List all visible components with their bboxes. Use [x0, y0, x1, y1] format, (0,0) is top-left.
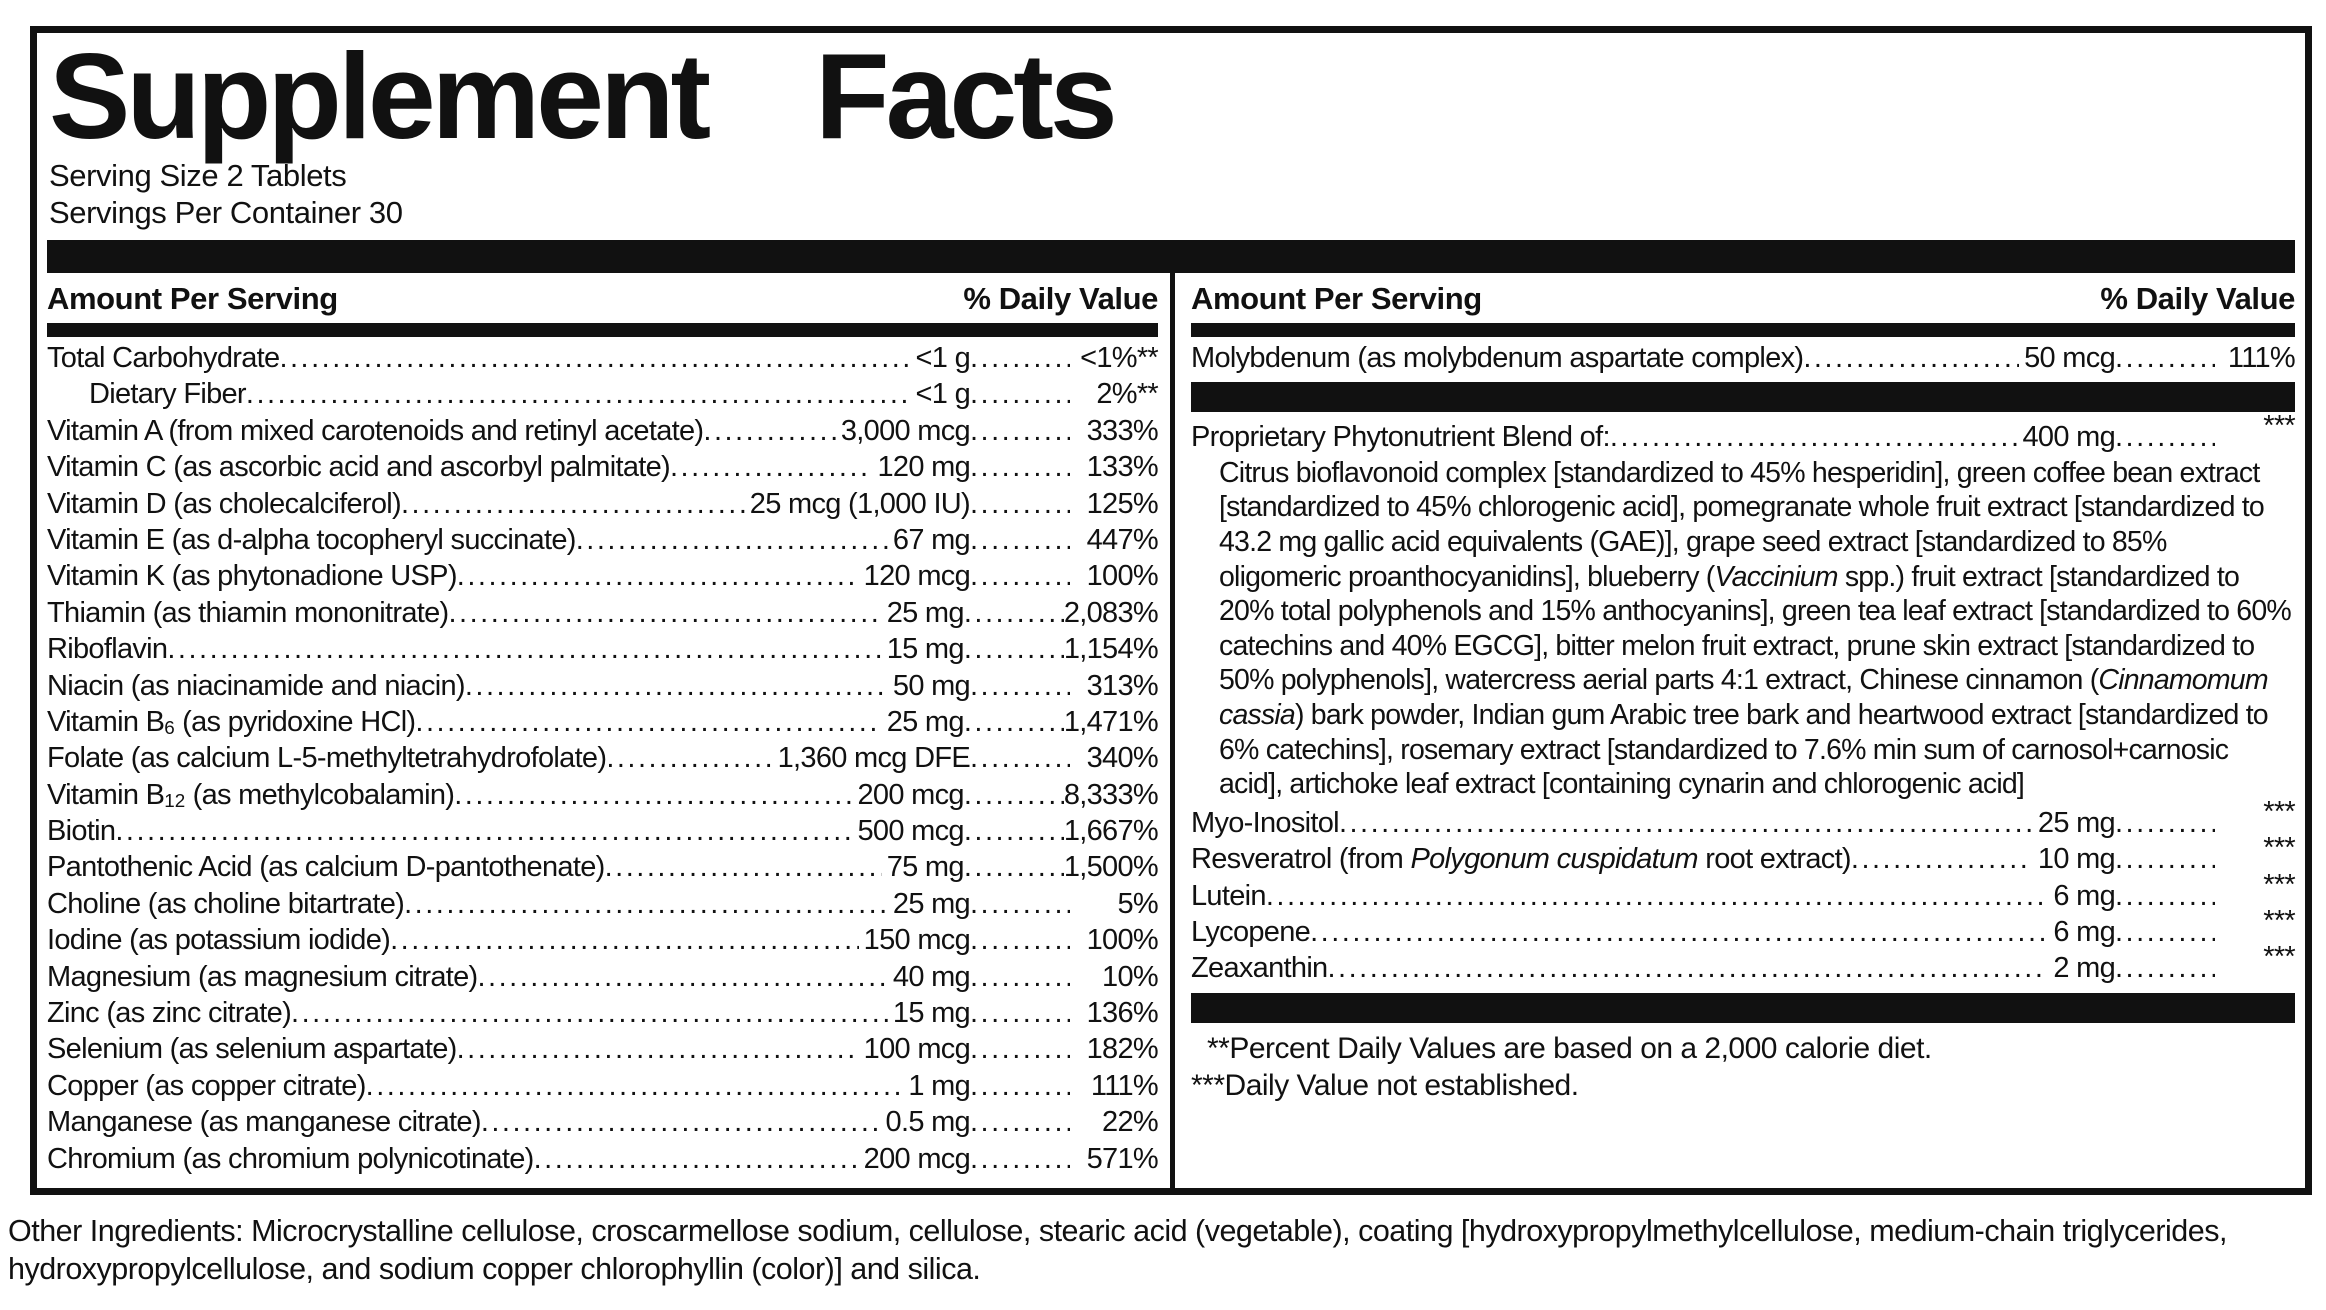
table-row: [47, 340, 1158, 376]
nutrient-name: [47, 1141, 534, 1177]
nutrient-amount: 67 mg: [892, 523, 970, 556]
nutrient-daily-value: 111%: [2227, 342, 2295, 374]
nutrient-daily-value: ***: [2263, 410, 2295, 443]
nutrient-daily-value: 182%: [1086, 1033, 1158, 1066]
nutrient-daily-value: 1,154%: [1063, 633, 1158, 666]
table-row: [47, 413, 1158, 449]
text-segment: Zeaxanthin: [1191, 952, 1328, 985]
nutrient-daily-value: 447%: [1086, 523, 1158, 556]
dot-leader: [703, 413, 835, 449]
servings-per-container: Servings Per Container 30: [49, 195, 403, 230]
text-segment: ) bark powder, Indian gum Arabic tree bark and heartwood extract [standardized to 6% catechins], rosemary extract [standardized to 7.6% min sum of carnosol+carnosic acid], artichoke leaf extract [containing cynarin and chlorogenic acid]: [1219, 698, 2268, 801]
nutrient-name: [47, 558, 457, 594]
text-segment: Vitamin D (as cholecalciferol): [47, 487, 401, 520]
dot-leader: [970, 486, 1070, 522]
nutrient-amount: 200 mcg: [857, 778, 964, 811]
text-segment: (as methylcobalamin): [185, 778, 455, 811]
dot-leader: [964, 631, 1064, 667]
table-row: [47, 449, 1158, 485]
daily-value-header: % Daily Value: [2100, 281, 2295, 316]
other-ingredients: Other Ingredients: Microcrystalline cellulose, croscarmellose sodium, cellulose, stearic acid (vegetable), coating [hydroxypropylmethylcellulose, medium-chain triglycerides, hydroxypropylcellulose, and sodium copper chlorophyllin (color)] and silica.: [8, 1214, 2227, 1286]
dot-leader: [1803, 340, 2019, 376]
dot-leader: [970, 1031, 1070, 1067]
dot-leader: [670, 449, 872, 485]
nutrient-daily-value: 111%: [1090, 1069, 1158, 1102]
section-divider-bar: [1191, 382, 2295, 412]
nutrient-name: [47, 668, 465, 704]
dot-leader: [970, 995, 1070, 1031]
table-row: [1191, 410, 2295, 455]
text-segment: Riboflavin: [47, 633, 168, 666]
nutrient-name: [1191, 805, 1339, 841]
text-segment: root extract): [1697, 843, 1851, 876]
text-segment: Vitamin B: [47, 778, 165, 811]
text-segment: Zinc (as zinc citrate): [47, 997, 292, 1030]
right-rows-top: [1191, 340, 2295, 376]
nutrient-name: [1191, 878, 1266, 914]
dot-leader: [1328, 950, 2049, 986]
table-row: [47, 1141, 1158, 1177]
dot-leader: [279, 340, 910, 376]
table-row: [1191, 868, 2295, 914]
nutrient-amount: 25 mg: [892, 887, 970, 920]
nutrient-name: [1191, 340, 1803, 376]
text-segment: (as pyridoxine HCl): [174, 705, 416, 738]
nutrient-amount: 1 mg: [908, 1069, 970, 1102]
dot-leader: [970, 413, 1070, 449]
table-row: [47, 959, 1158, 995]
text-segment: Copper (as copper citrate): [47, 1069, 366, 1102]
dot-leader: [1310, 914, 2048, 950]
table-row: [47, 849, 1158, 885]
amount-per-serving-header: Amount Per Serving: [47, 281, 338, 316]
text-segment: Biotin: [47, 815, 116, 848]
nutrient-amount: <1 g: [915, 378, 970, 411]
nutrient-daily-value: 571%: [1086, 1142, 1158, 1175]
amount-per-serving-header: Amount Per Serving: [1191, 281, 1482, 316]
dot-leader: [2115, 878, 2215, 914]
nutrient-name: [1191, 841, 1851, 877]
nutrient-name: [47, 486, 401, 522]
nutrient-daily-value: <1%**: [1080, 342, 1158, 374]
italic-text: Polygonum cuspidatum: [1410, 843, 1698, 876]
table-row: [47, 558, 1158, 594]
text-segment: Magnesium (as magnesium citrate): [47, 960, 478, 993]
nutrient-amount: 50 mcg: [2024, 342, 2115, 374]
nutrient-amount: 1,360 mcg DFE: [777, 742, 970, 775]
dot-leader: [454, 777, 852, 813]
dot-leader: [534, 1141, 859, 1177]
text-segment: Choline (as choline bitartrate): [47, 887, 405, 920]
table-row: [47, 522, 1158, 558]
nutrient-name: [47, 813, 115, 849]
text-segment: Vitamin E (as d-alpha tocopheryl succinate): [47, 523, 576, 556]
header-divider-bar: [47, 240, 2295, 273]
nutrient-daily-value: 10%: [1102, 960, 1158, 993]
dot-leader: [970, 959, 1070, 995]
nutrient-amount: 120 mg: [877, 451, 970, 484]
table-row: [1191, 832, 2295, 877]
nutrient-daily-value: 2%**: [1096, 378, 1158, 411]
nutrient-daily-value: ***: [2263, 795, 2295, 828]
table-row: [47, 486, 1158, 522]
text-segment: Myo-Inositol: [1191, 806, 1339, 839]
dot-leader: [576, 522, 888, 558]
nutrient-amount: 15 mg: [892, 997, 970, 1030]
text-segment: Lycopene: [1191, 915, 1311, 948]
nutrient-amount: 25 mcg (1,000 IU): [749, 487, 970, 520]
dot-leader: [970, 740, 1070, 776]
dot-leader: [970, 376, 1070, 412]
dot-leader: [2115, 914, 2215, 950]
nutrient-name: [47, 922, 390, 958]
text-segment: Total Carbohydrate: [47, 342, 280, 374]
nutrient-name: [47, 340, 279, 376]
dot-leader: [970, 1104, 1070, 1140]
nutrient-amount: 2 mg: [2053, 952, 2115, 985]
nutrient-amount: 6 mg: [2053, 915, 2115, 948]
right-rows-bottom: [1191, 795, 2295, 987]
text-segment: Manganese (as manganese citrate): [47, 1106, 481, 1139]
nutrient-daily-value: 125%: [1086, 487, 1158, 520]
nutrient-amount: <1 g: [915, 342, 970, 374]
table-row: [47, 631, 1158, 667]
dot-leader: [970, 558, 1070, 594]
dot-leader: [1610, 419, 2018, 455]
nutrient-daily-value: 2,083%: [1063, 596, 1158, 629]
nutrient-daily-value: 313%: [1086, 669, 1158, 702]
right-column-header: [1191, 273, 2295, 323]
dot-leader: [964, 777, 1064, 813]
dot-leader: [1339, 805, 2033, 841]
nutrient-name: [1191, 419, 1610, 455]
nutrient-daily-value: ***: [2263, 868, 2295, 901]
dot-leader: [465, 668, 888, 704]
nutrient-amount: 3,000 mcg: [840, 414, 970, 447]
dot-leader: [1266, 878, 2049, 914]
table-row: [47, 668, 1158, 704]
nutrient-amount: 200 mcg: [863, 1142, 970, 1175]
table-row: [1191, 795, 2295, 841]
dot-leader: [1851, 841, 2033, 877]
dot-leader: [2115, 340, 2215, 376]
left-column-header: [47, 273, 1158, 323]
table-row: [47, 1031, 1158, 1067]
nutrient-name: [47, 1068, 366, 1104]
table-row: [47, 777, 1158, 813]
table-row: [47, 704, 1158, 740]
nutrient-name: [47, 449, 670, 485]
dot-leader: [390, 922, 859, 958]
nutrient-name: [47, 740, 606, 776]
nutrient-name: [47, 704, 415, 743]
dot-leader: [970, 668, 1070, 704]
dot-leader: [964, 704, 1064, 740]
nutrient-daily-value: 8,333%: [1063, 778, 1158, 811]
nutrient-amount: 50 mg: [892, 669, 970, 702]
text-segment: Thiamin (as thiamin mononitrate): [47, 596, 449, 629]
text-segment: Iodine (as potassium iodide): [47, 924, 391, 957]
nutrient-name: [47, 1031, 457, 1067]
serving-size: Serving Size 2 Tablets: [49, 158, 347, 193]
table-row: [47, 1104, 1158, 1140]
nutrient-amount: 500 mcg: [857, 815, 964, 848]
table-row: [1191, 941, 2295, 986]
dot-leader: [115, 813, 852, 849]
nutrient-amount: 25 mg: [2037, 806, 2115, 839]
nutrient-daily-value: 1,500%: [1063, 851, 1158, 884]
text-segment: Lutein: [1191, 879, 1266, 912]
nutrient-amount: 75 mg: [886, 851, 964, 884]
nutrient-daily-value: ***: [2263, 904, 2295, 937]
label-title: Supplement Facts: [49, 28, 1114, 164]
table-row: [47, 922, 1158, 958]
dot-leader: [246, 376, 911, 412]
dot-leader: [167, 631, 881, 667]
italic-text: Cinnamomum cassia: [1219, 664, 2268, 731]
nutrient-name: [47, 886, 404, 922]
dot-leader: [970, 1141, 1070, 1177]
dot-leader: [2115, 805, 2215, 841]
nutrient-daily-value: ***: [2263, 941, 2295, 974]
nutrient-name: [47, 1104, 481, 1140]
nutrient-name: [47, 777, 454, 816]
text-segment: Vitamin K (as phytonadione USP): [47, 560, 457, 593]
footnote-not-established: ***Daily Value not established.: [1191, 1068, 1579, 1102]
nutrient-name: [89, 376, 246, 412]
text-segment: spp.) fruit extract [standardized to 20% total polyphenols and 15% anthocyanins], green tea leaf extract [standardized to 60% catechins and 40% EGCG], bitter melon fruit extract, prune skin extract [standardized to 50% polyphenols], watercress aerial parts 4:1 extract, Chinese cinnamon (: [1219, 560, 2291, 697]
nutrient-amount: 120 mcg: [863, 560, 970, 593]
nutrient-daily-value: 340%: [1086, 742, 1158, 775]
dot-leader: [2115, 841, 2215, 877]
nutrient-name: [47, 631, 167, 667]
dot-leader: [2115, 950, 2215, 986]
nutrient-amount: 150 mcg: [863, 924, 970, 957]
dot-leader: [415, 704, 881, 740]
nutrient-amount: 40 mg: [892, 960, 970, 993]
nutrient-name: [47, 995, 291, 1031]
nutrient-amount: 25 mg: [886, 705, 964, 738]
nutrient-daily-value: ***: [2263, 832, 2295, 865]
text-segment: Folate (as calcium L-5-methyltetrahydrofolate): [47, 742, 607, 775]
text-segment: Proprietary Phytonutrient Blend of:: [1191, 421, 1610, 454]
dot-leader: [457, 1031, 859, 1067]
nutrient-amount: 0.5 mg: [885, 1106, 970, 1139]
nutrient-daily-value: 100%: [1086, 560, 1158, 593]
text-segment: Niacin (as niacinamide and niacin): [47, 669, 465, 702]
table-row: [47, 740, 1158, 776]
supplement-facts-panel: [30, 26, 2312, 1195]
table-row: [1191, 340, 2295, 376]
nutrient-amount: 6 mg: [2053, 879, 2115, 912]
text-segment: Molybdenum (as molybdenum aspartate complex): [1191, 342, 1804, 374]
dot-leader: [477, 959, 887, 995]
section-divider-bar: [1191, 993, 2295, 1023]
nutrient-daily-value: 22%: [1102, 1106, 1158, 1139]
nutrient-daily-value: 5%: [1117, 887, 1158, 920]
text-segment: Vitamin B: [47, 705, 165, 738]
dot-leader: [970, 340, 1070, 376]
nutrient-name: [47, 849, 605, 885]
dot-leader: [970, 449, 1070, 485]
nutrient-name: [47, 522, 576, 558]
dot-leader: [970, 1068, 1070, 1104]
blend-description: [1191, 456, 2295, 802]
blend-row-host: [1191, 410, 2295, 455]
dot-leader: [457, 558, 859, 594]
dot-leader: [606, 740, 772, 776]
dot-leader: [401, 486, 745, 522]
nutrient-daily-value: 1,667%: [1063, 815, 1158, 848]
column-divider-bar: [47, 323, 1158, 337]
table-row: [47, 1068, 1158, 1104]
nutrient-name: [1191, 950, 1328, 986]
text-segment: Vitamin A (from mixed carotenoids and retinyl acetate): [47, 414, 704, 447]
table-row: [1191, 904, 2295, 950]
footnote-daily-values: **Percent Daily Values are based on a 2,000 calorie diet.: [1207, 1031, 1932, 1065]
dot-leader: [291, 995, 888, 1031]
subscript-text: 12: [164, 790, 186, 812]
nutrient-amount: 400 mg: [2022, 421, 2115, 454]
table-row: [47, 995, 1158, 1031]
dot-leader: [970, 922, 1070, 958]
column-divider-bar: [1191, 323, 2295, 337]
text-segment: Citrus bioflavonoid complex [standardized to 45% hesperidin], green coffee bean extract [standardized to 45% chlorogenic acid], pomegranate whole fruit extract [standardized to 43.2 mg gallic acid equivalents (GAE)], grape seed extract [standardized to 85% oligomeric proanthocyanidins], blueberry (: [1219, 456, 2264, 593]
dot-leader: [366, 1068, 904, 1104]
dot-leader: [605, 849, 882, 885]
nutrient-daily-value: 133%: [1086, 451, 1158, 484]
table-row: [47, 376, 1158, 412]
nutrient-amount: 100 mcg: [863, 1033, 970, 1066]
dot-leader: [970, 886, 1070, 922]
nutrient-name: [47, 959, 477, 995]
dot-leader: [481, 1104, 881, 1140]
table-row: [47, 595, 1158, 631]
daily-value-header: % Daily Value: [963, 281, 1158, 316]
text-segment: Dietary Fiber: [89, 378, 246, 411]
dot-leader: [970, 522, 1070, 558]
text-segment: Selenium (as selenium aspartate): [47, 1033, 457, 1066]
nutrient-name: [1191, 914, 1310, 950]
italic-text: Vaccinium: [1714, 560, 1838, 593]
nutrient-daily-value: 1,471%: [1063, 705, 1158, 738]
nutrient-name: [47, 413, 703, 449]
dot-leader: [964, 849, 1064, 885]
left-rows: [47, 340, 1158, 1177]
table-row: [47, 886, 1158, 922]
nutrient-name: [47, 595, 448, 631]
nutrient-amount: 25 mg: [886, 596, 964, 629]
nutrient-amount: 15 mg: [886, 633, 964, 666]
nutrient-daily-value: 333%: [1086, 414, 1158, 447]
nutrient-amount: 10 mg: [2037, 843, 2115, 876]
dot-leader: [404, 886, 888, 922]
text-segment: Vitamin C (as ascorbic acid and ascorbyl palmitate): [47, 451, 670, 484]
left-column: [47, 273, 1175, 1188]
dot-leader: [2115, 419, 2215, 455]
text-segment: Pantothenic Acid (as calcium D-pantothenate): [47, 851, 605, 884]
dot-leader: [964, 595, 1064, 631]
dot-leader: [448, 595, 881, 631]
table-row: [47, 813, 1158, 849]
text-segment: Chromium (as chromium polynicotinate): [47, 1142, 534, 1175]
nutrient-daily-value: 136%: [1086, 997, 1158, 1030]
dot-leader: [964, 813, 1064, 849]
right-column: [1175, 273, 2295, 1188]
columns-container: [47, 273, 2295, 1188]
nutrient-daily-value: 100%: [1086, 924, 1158, 957]
text-segment: Resveratrol (from: [1191, 843, 1411, 876]
subscript-text: 6: [164, 717, 175, 739]
